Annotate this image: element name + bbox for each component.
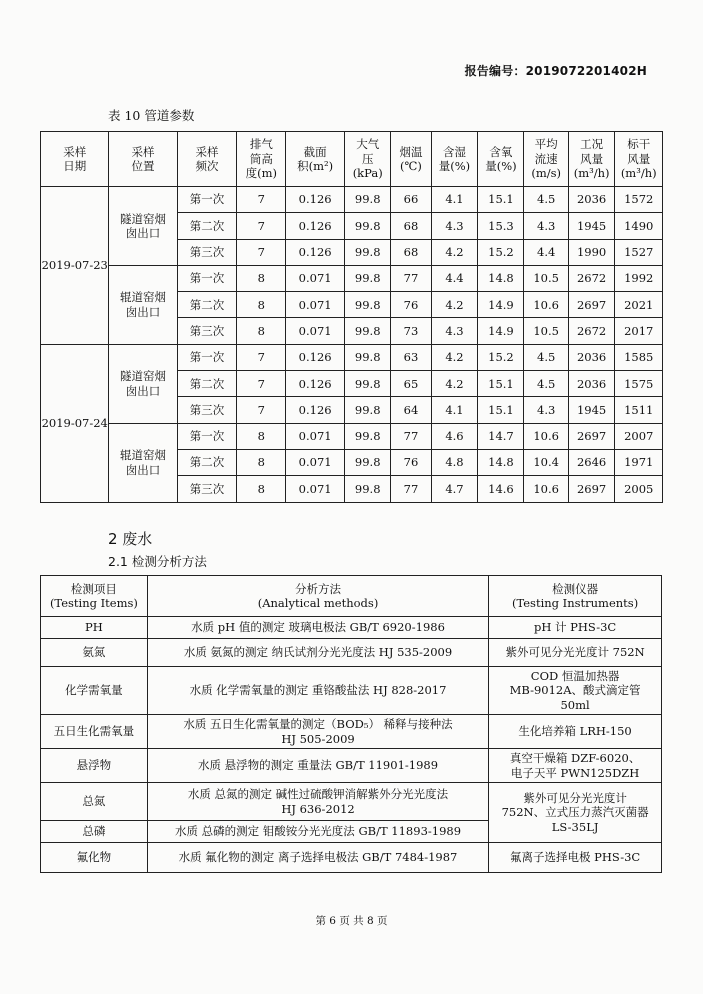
table-cell: 4.3 [431,318,478,344]
sampling-location-cell: 辊道窑烟囱出口 [109,265,177,344]
table-cell: 2697 [568,476,615,502]
table-cell: 4.7 [431,476,478,502]
table-cell: 0.126 [286,397,345,423]
table-cell: 99.8 [345,344,391,370]
column-header: 含湿 量(%) [431,132,478,187]
column-header: 采样 频次 [177,132,237,187]
table-cell: 4.3 [524,397,568,423]
table-row [41,617,662,639]
table-cell: 1971 [615,449,663,475]
table-cell: 4.6 [431,423,478,449]
table-cell: 2672 [568,265,615,291]
sampling-date-cell: 2019-07-23 [41,187,109,345]
table-cell: 65 [391,371,431,397]
column-header: 烟温 (℃) [391,132,431,187]
table-cell: 0.126 [286,187,345,213]
table-cell: 99.8 [345,187,391,213]
table-cell: 10.5 [524,265,568,291]
table-cell: 15.3 [478,213,524,239]
analytical-method-cell: 水质 总氮的测定 碱性过硫酸钾消解紫外分光光度法 HJ 636-2012 [147,783,488,821]
table-cell: 第一次 [177,423,237,449]
table-cell: 0.126 [286,239,345,265]
table-cell: 4.3 [524,213,568,239]
table-cell: 0.071 [286,265,345,291]
table-cell: 2005 [615,476,663,502]
testing-instrument-cell: pH 计 PHS-3C [489,617,662,639]
table-cell: 99.8 [345,318,391,344]
table-row [41,265,663,291]
table-cell: 77 [391,265,431,291]
column-header: 采样 日期 [41,132,109,187]
table-cell: 4.2 [431,292,478,318]
table-cell: 2036 [568,187,615,213]
table-cell: 2017 [615,318,663,344]
table-cell: 0.071 [286,318,345,344]
testing-instrument-cell: COD 恒温加热器 MB-9012A、酸式滴定管 50ml [489,667,662,715]
testing-item-cell: 五日生化需氧量 [41,715,148,749]
page-footer: 第 6 页 共 8 页 [315,915,388,927]
table-cell: 1572 [615,187,663,213]
table-cell: 4.4 [524,239,568,265]
table-row [41,423,663,449]
column-header: 采样 位置 [109,132,177,187]
column-header: 检测仪器 (Testing Instruments) [489,576,662,617]
table-caption: 表 10 管道参数 [108,108,195,123]
testing-item-cell: PH [41,617,148,639]
table-row [41,187,663,213]
table-cell: 14.8 [478,265,524,291]
testing-item-cell: 总氮 [41,783,148,821]
table-cell: 10.6 [524,423,568,449]
table-cell: 2036 [568,371,615,397]
table-cell: 8 [237,292,286,318]
column-header: 排气 筒高 度(m) [237,132,286,187]
table-cell: 8 [237,449,286,475]
table-cell: 0.071 [286,423,345,449]
testing-instrument-cell: 紫外可见分光光度计 752N [489,639,662,667]
table-cell: 1990 [568,239,615,265]
table-row [41,344,663,370]
table-header-row [41,132,663,187]
table-cell: 0.071 [286,449,345,475]
analytical-method-cell: 水质 pH 值的测定 玻璃电极法 GB/T 6920-1986 [147,617,488,639]
table-cell: 2036 [568,344,615,370]
table-cell: 77 [391,476,431,502]
table-cell: 15.1 [478,397,524,423]
table-row [41,715,662,749]
table-cell: 15.2 [478,344,524,370]
table-cell: 77 [391,423,431,449]
table-cell: 4.5 [524,344,568,370]
table-cell: 0.126 [286,213,345,239]
table-cell: 第三次 [177,239,237,265]
column-header: 分析方法 (Analytical methods) [147,576,488,617]
table-cell: 99.8 [345,397,391,423]
testing-item-cell: 悬浮物 [41,749,148,783]
table-cell: 第二次 [177,213,237,239]
testing-instrument-cell: 生化培养箱 LRH-150 [489,715,662,749]
table-cell: 14.9 [478,318,524,344]
table-cell: 14.9 [478,292,524,318]
column-header: 平均 流速 (m/s) [524,132,568,187]
table-cell: 15.1 [478,371,524,397]
analytical-method-cell: 水质 化学需氧量的测定 重铬酸盐法 HJ 828-2017 [147,667,488,715]
table-cell: 4.3 [431,213,478,239]
table-cell: 14.6 [478,476,524,502]
table-cell: 76 [391,292,431,318]
table-cell: 4.2 [431,344,478,370]
table-cell: 10.5 [524,318,568,344]
sampling-location-cell: 辊道窑烟囱出口 [109,423,177,502]
analytical-method-cell: 水质 五日生化需氧量的测定（BOD₅） 稀释与接种法 HJ 505-2009 [147,715,488,749]
analytical-method-cell: 水质 氟化物的测定 离子选择电极法 GB/T 7484-1987 [147,843,488,873]
table-header-row [41,576,662,617]
table-cell: 73 [391,318,431,344]
table-cell: 99.8 [345,371,391,397]
pipe-parameters-table [40,131,663,503]
table-cell: 2697 [568,423,615,449]
table-cell: 2646 [568,449,615,475]
table-cell: 1992 [615,265,663,291]
table-cell: 4.4 [431,265,478,291]
table-cell: 1490 [615,213,663,239]
column-header: 标干 风量 (m³/h) [615,132,663,187]
table-cell: 76 [391,449,431,475]
table-cell: 第一次 [177,187,237,213]
table-cell: 0.071 [286,292,345,318]
sampling-location-cell: 隧道窑烟囱出口 [109,187,177,266]
analysis-methods-table [40,575,662,873]
table-cell: 4.5 [524,187,568,213]
table-cell: 99.8 [345,265,391,291]
table-cell: 1585 [615,344,663,370]
table-cell: 4.5 [524,371,568,397]
table-cell: 4.1 [431,397,478,423]
section-subtitle: 2.1 检测分析方法 [108,554,207,569]
table-row [41,749,662,783]
table-cell: 63 [391,344,431,370]
table-cell: 第二次 [177,292,237,318]
table-cell: 2007 [615,423,663,449]
table-cell: 2697 [568,292,615,318]
table-cell: 14.8 [478,449,524,475]
table-cell: 10.4 [524,449,568,475]
table-cell: 7 [237,213,286,239]
table-cell: 1527 [615,239,663,265]
table-cell: 15.1 [478,187,524,213]
table-cell: 7 [237,397,286,423]
testing-item-cell: 氨氮 [41,639,148,667]
table-cell: 1511 [615,397,663,423]
table-row [41,667,662,715]
report-number: 报告编号：2019072201402H [464,64,647,78]
section-title: 2 废水 [108,530,153,548]
table-cell: 第二次 [177,371,237,397]
table-cell: 4.2 [431,239,478,265]
table-cell: 0.126 [286,344,345,370]
table-cell: 64 [391,397,431,423]
table-cell: 1945 [568,397,615,423]
table-cell: 第三次 [177,318,237,344]
column-header: 大气 压 (kPa) [345,132,391,187]
testing-item-cell: 化学需氧量 [41,667,148,715]
table-cell: 2021 [615,292,663,318]
table-cell: 7 [237,344,286,370]
table-cell: 8 [237,476,286,502]
analytical-method-cell: 水质 悬浮物的测定 重量法 GB/T 11901-1989 [147,749,488,783]
table-cell: 1945 [568,213,615,239]
column-header: 截面 积(m²) [286,132,345,187]
testing-instrument-cell: 氟离子选择电极 PHS-3C [489,843,662,873]
table-cell: 14.7 [478,423,524,449]
table-cell: 0.071 [286,476,345,502]
analytical-method-cell: 水质 氨氮的测定 纳氏试剂分光光度法 HJ 535-2009 [147,639,488,667]
table-cell: 2672 [568,318,615,344]
column-header: 工况 风量 (m³/h) [568,132,615,187]
table-row [41,639,662,667]
table-cell: 99.8 [345,239,391,265]
column-header: 含氧 量(%) [478,132,524,187]
table-cell: 第一次 [177,344,237,370]
testing-item-cell: 总磷 [41,821,148,843]
table-cell: 4.2 [431,371,478,397]
table-cell: 99.8 [345,476,391,502]
table-cell: 第一次 [177,265,237,291]
testing-item-cell: 氟化物 [41,843,148,873]
table-row [41,843,662,873]
table-cell: 7 [237,371,286,397]
table-cell: 99.8 [345,423,391,449]
sampling-date-cell: 2019-07-24 [41,344,109,502]
table-cell: 7 [237,239,286,265]
table-cell: 7 [237,187,286,213]
sampling-location-cell: 隧道窑烟囱出口 [109,344,177,423]
table-cell: 15.2 [478,239,524,265]
table-row [41,783,662,821]
table-cell: 8 [237,265,286,291]
analytical-method-cell: 水质 总磷的测定 钼酸铵分光光度法 GB/T 11893-1989 [147,821,488,843]
table-cell: 68 [391,213,431,239]
table-cell: 99.8 [345,213,391,239]
table-cell: 66 [391,187,431,213]
table-cell: 99.8 [345,449,391,475]
table-cell: 10.6 [524,476,568,502]
table-cell: 8 [237,318,286,344]
table-cell: 第三次 [177,397,237,423]
table-cell: 1575 [615,371,663,397]
table-cell: 68 [391,239,431,265]
table-cell: 0.126 [286,371,345,397]
table-cell: 8 [237,423,286,449]
table-cell: 10.6 [524,292,568,318]
table-cell: 4.1 [431,187,478,213]
table-cell: 99.8 [345,292,391,318]
column-header: 检测项目 (Testing Items) [41,576,148,617]
testing-instrument-cell: 紫外可见分光光度计 752N、立式压力蒸汽灭菌器 LS-35LJ [489,783,662,843]
testing-instrument-cell: 真空干燥箱 DZF-6020、 电子天平 PWN125DZH [489,749,662,783]
table-cell: 第二次 [177,449,237,475]
table-cell: 第三次 [177,476,237,502]
table-cell: 4.8 [431,449,478,475]
